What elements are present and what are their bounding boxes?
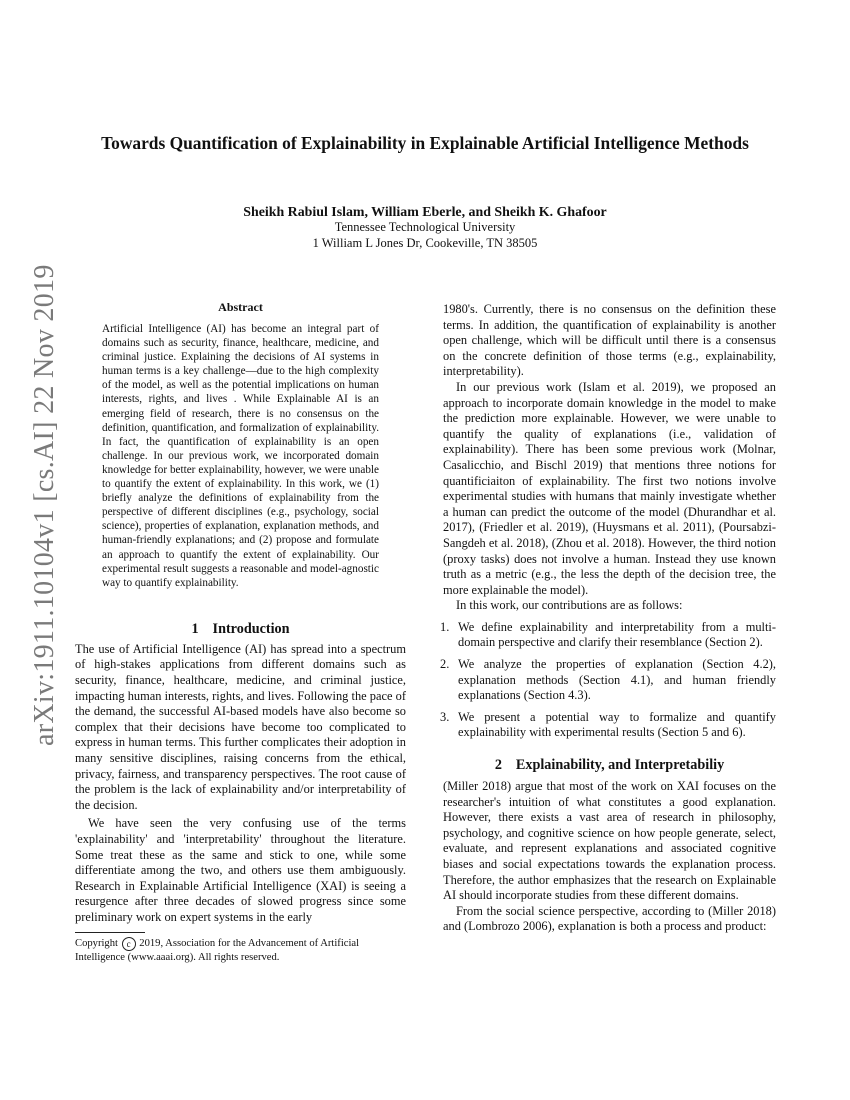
section-number: 1 (191, 620, 199, 637)
author-list: Sheikh Rabiul Islam, William Eberle, and Sheikh K. Ghafoor (243, 205, 607, 220)
section-title: Explainability, and Interpretabiliy (515, 757, 725, 774)
section-2-paragraph-1: (Miller 2018) argue that most of the work on XAI focuses on the researcher's intuition of what constitutes a good explanation. However, there exists a vast area of research in philosophy, psychology, and cognitive science on how people generate, select, evaluate, and represent explanations and associated cognitive biases and social expectations towards the explanation process. Therefore, the author emphasizes that the research on Explainable AI should incorporate studies from these different domains. (443, 779, 776, 903)
arxiv-identifier: arXiv:1911.10104v1 [cs.AI] 22 Nov 2019 (29, 264, 60, 746)
section-number: 2 (494, 757, 502, 774)
list-item-text: We define explainability and interpretability from a multi-domain perspective and clarify their resemblance (Section 2). (458, 619, 776, 650)
list-item-number: 2. (440, 657, 450, 672)
list-item-text: We analyze the properties of explanation (Section 4.2), explanation methods (Section 4.1), and human friendly explanations (Section 4.3). (458, 657, 776, 703)
copyright-symbol-icon: c (122, 937, 136, 951)
contribution-list (440, 619, 776, 741)
abstract-text: Artificial Intelligence (AI) has become an integral part of domains such as security, finance, healthcare, medicine, and criminal justice. Explaining the decisions of AI systems in human terms is a key challenge—due to the high complexity of the model, as well as the potential implications on human interests, rights, and lives . While Explainable AI is an emerging field of research, there is no consensus on the definition, quantification, and formalization of explainability. In fact, the quantification of explainability is an open challenge. In our previous work, we incorporated domain knowledge for better explainability, however, we were unable to quantify the extent of explainability. In this work, we (1) briefly analyze the definitions of explainability from the perspective of different disciplines (e.g., psychology, social science), properties of explanation, explanation methods, and human-friendly explanations; and (2) propose and formulate an approach to quantify the extent of explainability. Our experimental result suggests a reasonable and model-agnostic way to quantify explainability. (102, 323, 379, 589)
abstract-heading: Abstract (218, 300, 263, 314)
copyright-label: Copyright (75, 938, 118, 950)
paper-title: Towards Quantification of Explainability in Explainable Artificial Intelligence Methods (101, 133, 749, 153)
footnote (75, 932, 406, 965)
copyright-notice (75, 937, 406, 965)
list-item (440, 619, 776, 651)
left-column (75, 300, 406, 965)
list-item (440, 657, 776, 704)
address: 1 William L Jones Dr, Cookeville, TN 38505 (312, 236, 538, 250)
intro-paragraph-3: 1980's. Currently, there is no consensus on the definition these terms. In addition, the quantification of explainability is another open challenge, which will be difficult until there is a consensus on the concrete definition of those terms (e.g., explainability, interpretability). (443, 302, 776, 379)
list-item-number: 3. (440, 709, 450, 724)
copyright-text: 2019, Association for the Advancement of Artificial Intelligence (www.aaai.org). All rights reserved. (75, 938, 360, 964)
intro-paragraph-4: In our previous work (Islam et al. 2019), we proposed an approach to incorporate domain knowledge in the model to make the prediction more explainable. However, we were unable to quantify the quality of explanations (i.e., validation of explainability). There has been some previous work (Molnar, Casalicchio, and Bischl 2019) that mentions three notions for quantificiaiton of explainability. The first two notions involve experimental studies with humans that mainly investigate whether a human can predict the outcome of the model (Dhurandhar et al. 2017), (Friedler et al. 2019), (Huysmans et al. 2011), (Poursabzi-Sangdeh et al. 2018), (Zhou et al. 2018). However, the third notion (proxy tasks) does not involve a human. Instead they use known truth as a metric (e.g., the less the depth of the decision tree, the more explainable the model). (443, 379, 776, 597)
section-2-paragraph-2: From the social science perspective, according to (Miller 2018) and (Lombrozo 2006), explanation is both a process and product: (443, 903, 776, 934)
intro-paragraph-5: In this work, our contributions are as follows: (456, 598, 683, 613)
section-1-heading (75, 619, 406, 639)
list-item-number: 1. (440, 619, 450, 634)
intro-paragraph-1: The use of Artificial Intelligence (AI) has spread into a spectrum of high-stakes applications from different domains such as security, finance, healthcare, medicine, and criminal justice, impacting human interests, rights, and lives. Following the pace of the demand, the successful AI-based models have also become so complex that their decisions have become too complicated to express in human terms. This further complicates their adoption in many sensitive disciplines, raising concerns from the ethical, privacy, fairness, and transparency perspectives. The root cause of the problem is the lack of explainability and/or interpretability of the decision. (75, 641, 406, 812)
list-item (440, 709, 776, 741)
affiliation-block (100, 219, 750, 251)
list-item-text: We present a potential way to formalize and quantify explainability with experimental results (Section 5 and 6). (458, 709, 776, 740)
section-2-heading (443, 755, 776, 775)
intro-paragraph-2: We have seen the very confusing use of the terms 'explainability' and 'interpretability' throughout the literature. Some treat these as the same and stick to one, while some differentiate among the two, and others use them ambiguously. Research in Explainable Artificial Intelligence (XAI) is seeing a resurgence after three decades of slowed progress since some preliminary work on expert systems in the early (75, 816, 406, 924)
affiliation: Tennessee Technological University (334, 220, 516, 234)
section-title: Introduction (212, 620, 290, 637)
right-column (440, 302, 776, 935)
footnote-rule (75, 932, 145, 933)
